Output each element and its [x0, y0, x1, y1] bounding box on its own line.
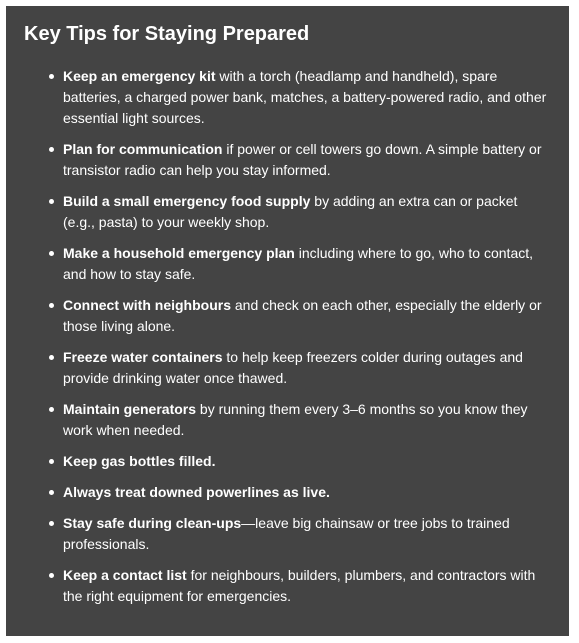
list-item	[63, 513, 551, 555]
tip-text: by running them every 3–6 months so you know they work when needed.	[63, 401, 528, 438]
tips-list	[24, 66, 551, 607]
list-item	[63, 243, 551, 285]
tip-heading: Make a household emergency plan	[63, 245, 295, 261]
tip-text: to help keep freezers colder during outages and provide drinking water once thawed.	[63, 349, 523, 386]
page-title: Key Tips for Staying Prepared	[24, 23, 310, 45]
tip-text: and check on each other, especially the elderly or those living alone.	[63, 297, 542, 334]
tip-text: with a torch (headlamp and handheld), spare batteries, a charged power bank, matches, a battery-powered radio, and other essential light sources.	[63, 68, 547, 126]
list-item	[63, 565, 551, 607]
list-item	[63, 139, 551, 181]
list-item	[63, 66, 551, 129]
tip-text: including where to go, who to contact, and how to stay safe.	[63, 245, 534, 282]
tip-heading: Always treat downed powerlines as live.	[63, 484, 330, 500]
tip-text: for neighbours, builders, plumbers, and contractors with the right equipment for emergencies.	[63, 567, 536, 604]
list-item	[63, 451, 551, 472]
tip-heading: Keep an emergency kit	[63, 68, 216, 84]
tip-heading: Keep a contact list	[63, 567, 187, 583]
tip-text: by adding an extra can or packet (e.g., pasta) to your weekly shop.	[63, 193, 518, 230]
tips-panel	[6, 6, 569, 636]
tip-heading: Build a small emergency food supply	[63, 193, 311, 209]
list-item	[63, 482, 551, 503]
tip-text: —leave big chainsaw or tree jobs to trained professionals.	[63, 515, 510, 552]
tip-heading: Stay safe during clean-ups	[63, 515, 242, 531]
tip-heading: Connect with neighbours	[63, 297, 231, 313]
list-item	[63, 295, 551, 337]
list-item	[63, 347, 551, 389]
tip-heading: Maintain generators	[63, 401, 197, 417]
tip-heading: Plan for communication	[63, 141, 223, 157]
tip-heading: Keep gas bottles filled.	[63, 453, 216, 469]
list-item	[63, 191, 551, 233]
tip-text: if power or cell towers go down. A simple battery or transistor radio can help you stay informed.	[63, 141, 542, 178]
list-item	[63, 399, 551, 441]
tip-heading: Freeze water containers	[63, 349, 223, 365]
